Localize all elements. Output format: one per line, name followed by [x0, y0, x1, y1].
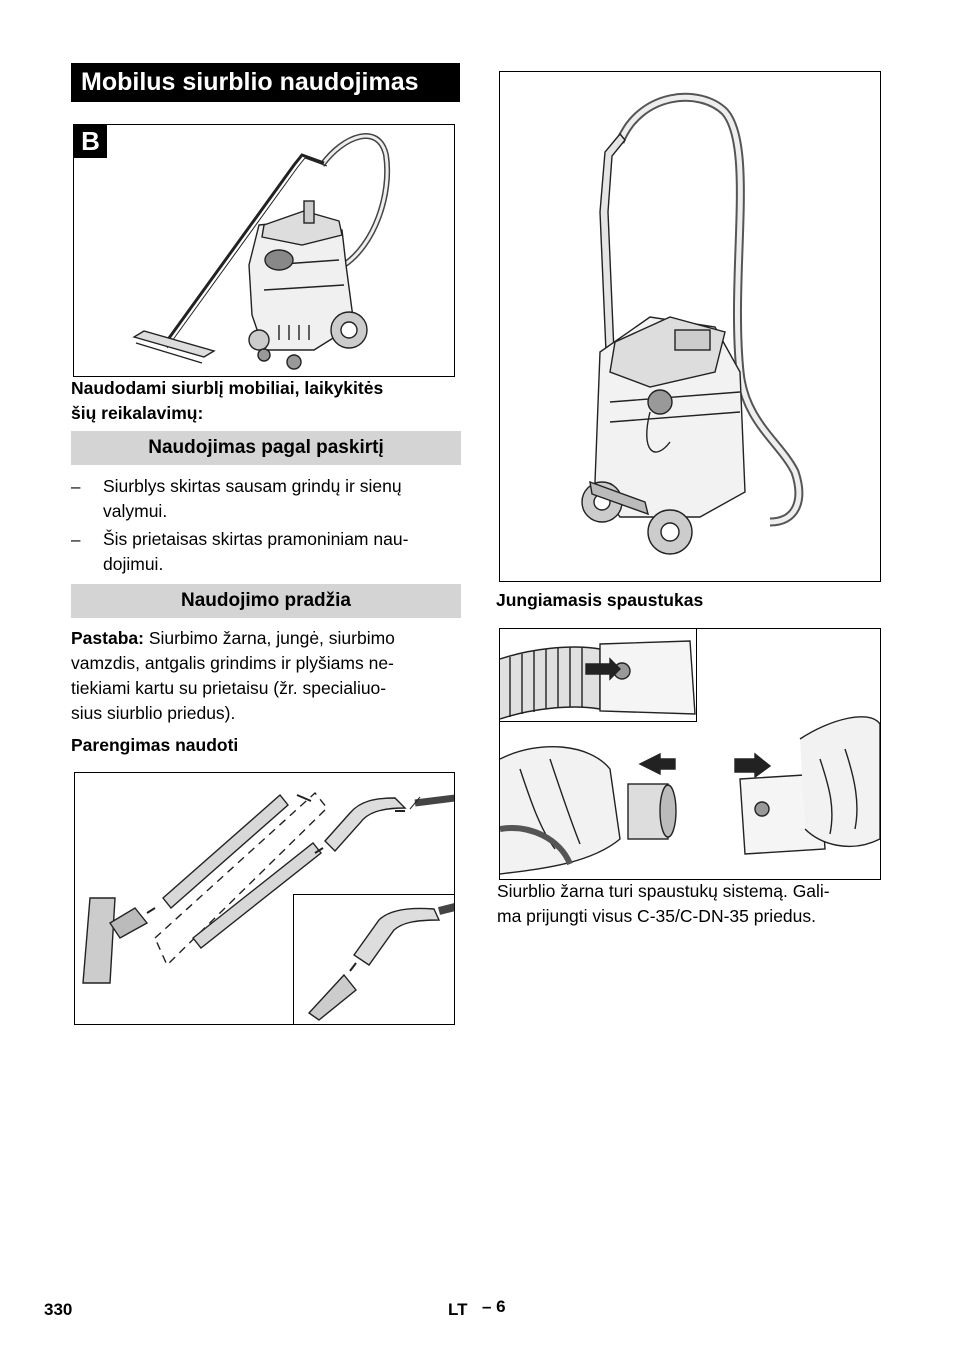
subheading-prepare: Parengimas naudoti: [71, 735, 239, 755]
figure-vacuum-mobile: [73, 124, 455, 377]
clip-text-line-2: ma prijungti visus C-35/C-DN-35 priedus.: [497, 906, 816, 926]
note-line-1: [71, 626, 463, 651]
crevice-tool-illustration: [294, 895, 455, 1025]
note-label: Pastaba:: [71, 628, 144, 648]
caption-clip: Jungiamasis spaustukas: [496, 590, 704, 610]
figure-vacuum-upright: [499, 71, 881, 582]
vacuum-upright-illustration: [500, 72, 880, 581]
footer-section-page: – 6: [482, 1297, 506, 1316]
list-bullet: –: [71, 530, 81, 549]
intro-text-line-1: Naudodami siurblį mobiliai, laikykitės: [71, 378, 384, 398]
figure-assembly: [74, 772, 455, 1025]
clip-text-line-1: Siurblio žarna turi spaustukų sistemą. Gali-: [497, 881, 830, 901]
page-title: Mobilus siurblio naudojimas: [71, 63, 460, 102]
intro-text-line-2: šių reikalavimų:: [71, 403, 204, 423]
vacuum-mobile-illustration: [74, 125, 454, 376]
note-line: tiekiami kartu su prietaisu (žr. specialiuo-: [71, 678, 387, 698]
figure-assembly-inset: [293, 894, 455, 1025]
list-item-line: Siurblys skirtas sausam grindų ir sienų: [103, 476, 402, 496]
list-item-line: dojimui.: [103, 554, 164, 574]
figure-b-label: B: [74, 125, 107, 158]
footer-language: LT: [448, 1300, 468, 1319]
list-item-line: Šis prietaisas skirtas pramoniniam nau-: [103, 529, 409, 549]
list-bullet: –: [71, 477, 81, 496]
note-line: sius siurblio priedus).: [71, 703, 236, 723]
note-line: vamzdis, antgalis grindims ir plyšiams ne-: [71, 653, 394, 673]
list-item-line: valymui.: [103, 501, 168, 521]
clip-inset-divider: [500, 629, 697, 722]
section-heading-use: Naudojimas pagal paskirtį: [71, 431, 461, 465]
note-paragraph: [71, 626, 463, 726]
section-heading-start: Naudojimo pradžia: [71, 584, 461, 618]
footer-page-number: 330: [44, 1300, 73, 1319]
figure-clip-system: [499, 628, 881, 880]
note-text: Siurbimo žarna, jungė, siurbimo: [143, 628, 395, 648]
